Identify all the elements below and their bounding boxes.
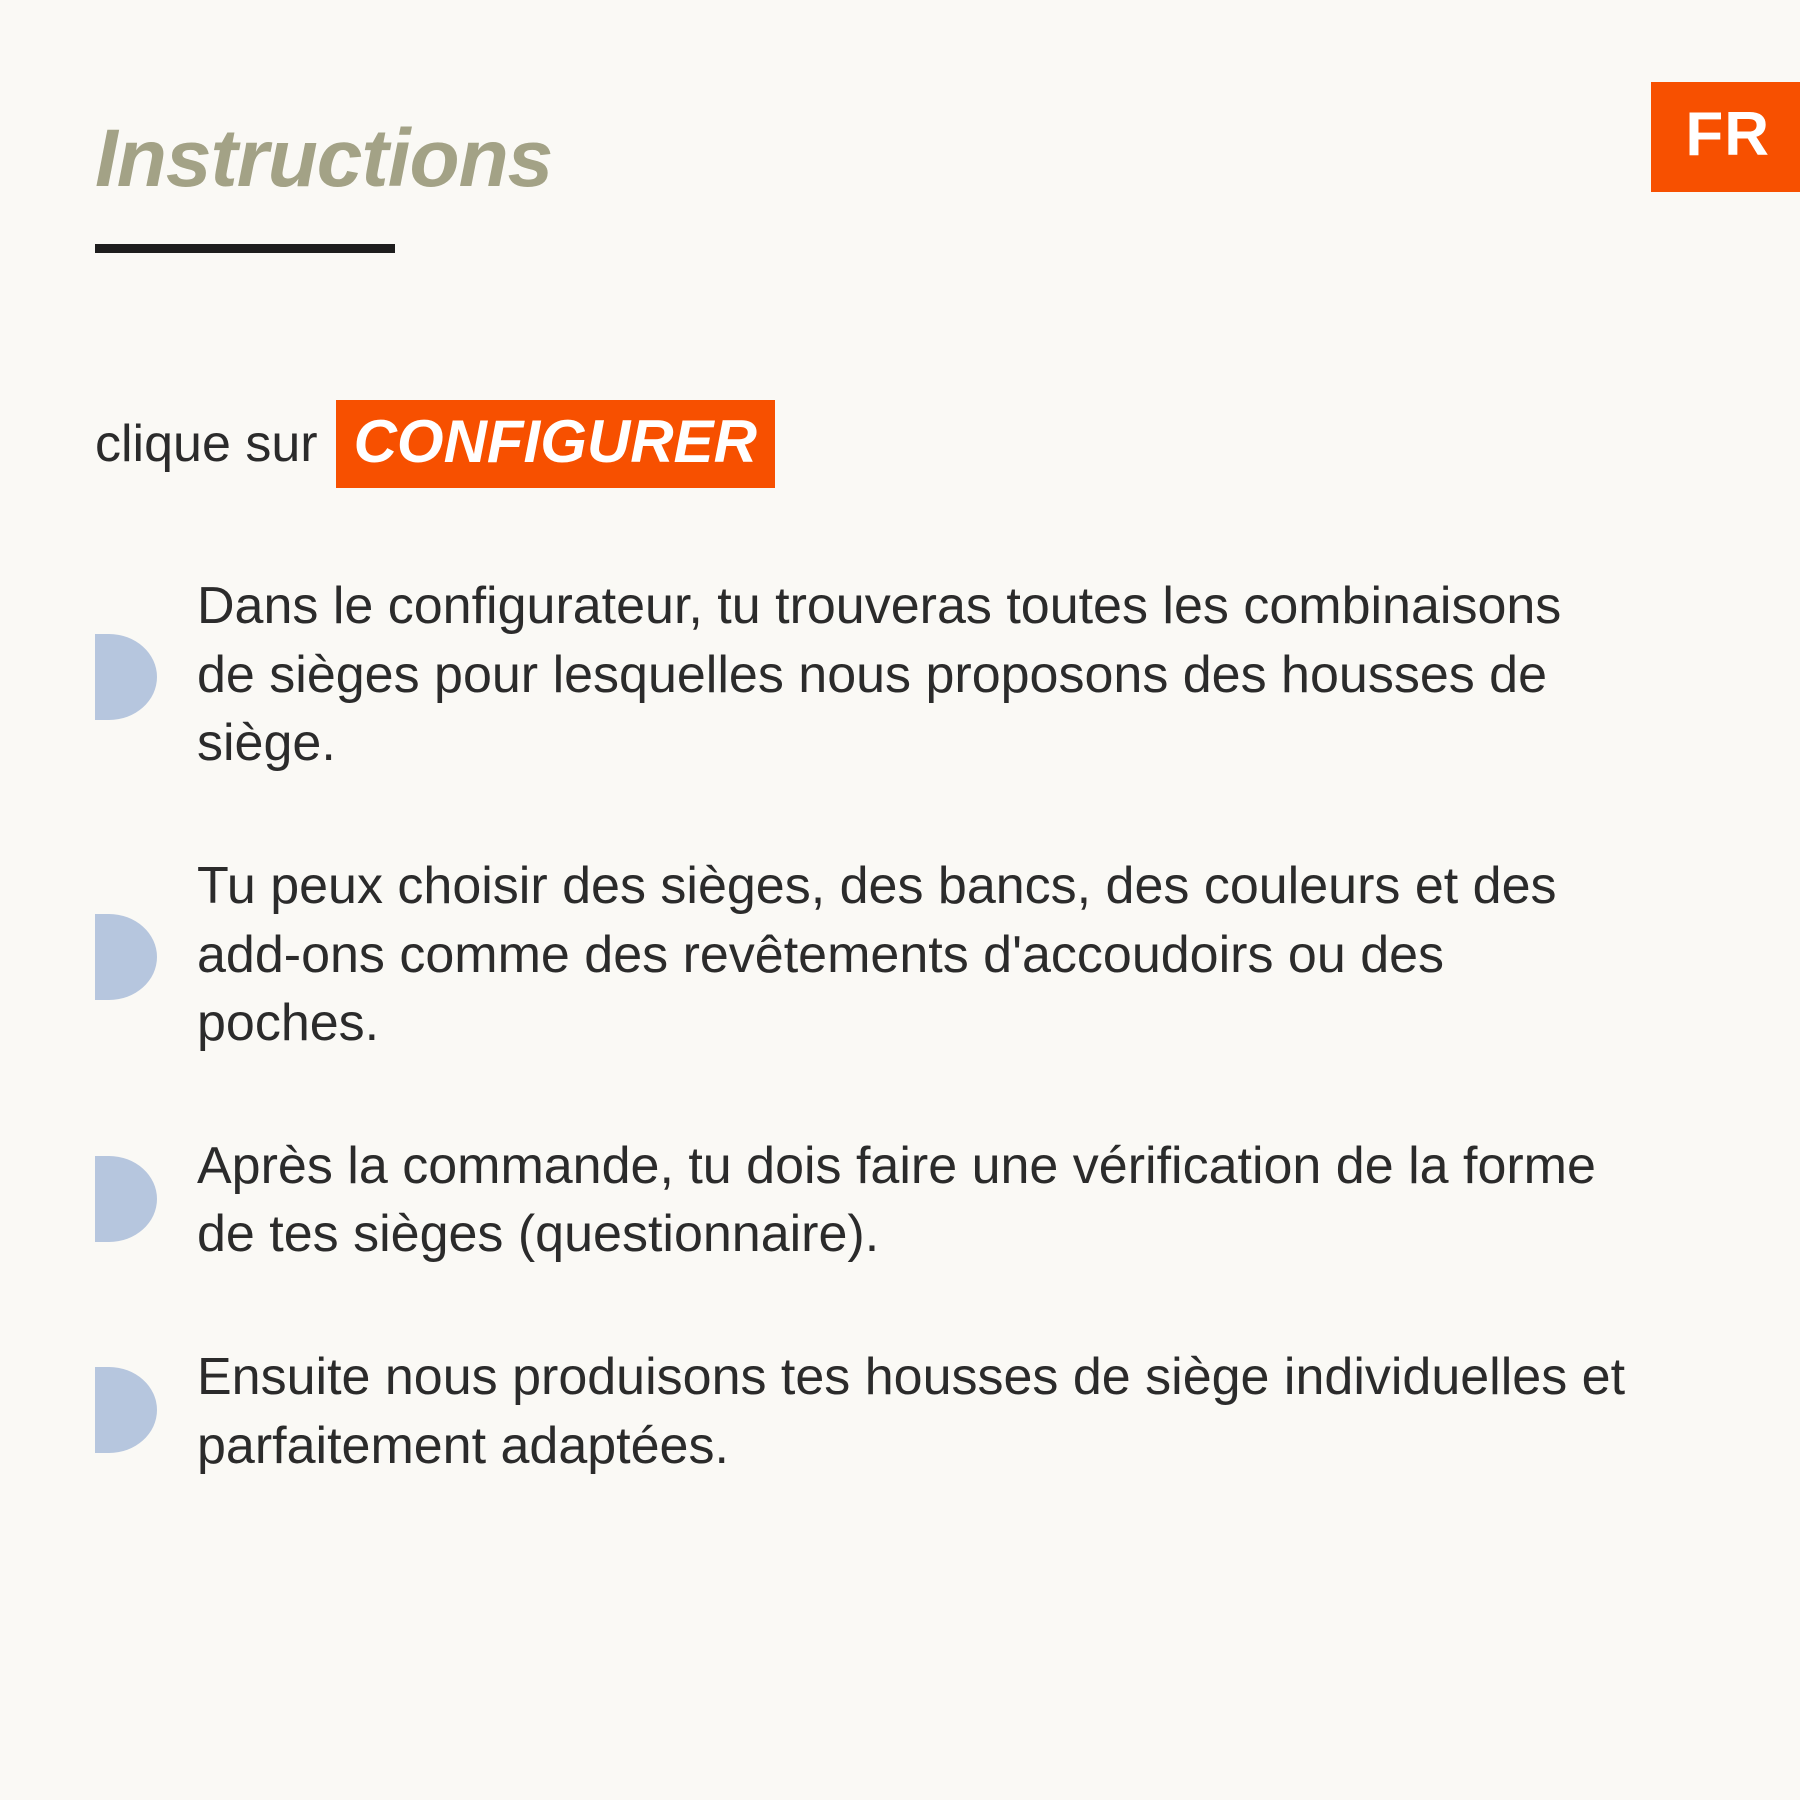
half-circle-bullet-icon <box>95 1367 157 1453</box>
half-circle-bullet-icon <box>95 914 157 1000</box>
list-item-text: Ensuite nous produisons tes housses de siège individuelles et parfaitement adaptées. <box>197 1348 1626 1475</box>
half-circle-bullet-icon <box>95 1156 157 1242</box>
list-item <box>95 1132 1655 1269</box>
call-to-action <box>95 400 775 488</box>
list-item <box>95 572 1655 778</box>
cta-prefix-label: clique sur <box>95 415 318 473</box>
title-underline <box>95 244 395 253</box>
list-item-text: Tu peux choisir des sièges, des bancs, des couleurs et des add-ons comme des revêtements d'accoudoirs ou des poches. <box>197 856 1557 1053</box>
language-badge[interactable]: FR <box>1651 82 1800 192</box>
configure-button[interactable]: CONFIGURER <box>336 400 775 488</box>
half-circle-bullet-icon <box>95 634 157 720</box>
instruction-list <box>95 572 1655 1554</box>
title-block <box>95 113 553 253</box>
list-item-text: Dans le configurateur, tu trouveras toutes les combinaisons de sièges pour lesquelles nous proposons des housses de siège. <box>197 577 1562 773</box>
list-item-text: Après la commande, tu dois faire une vérification de la forme de tes sièges (questionnaire). <box>197 1136 1596 1264</box>
page-title: Instructions <box>95 113 553 204</box>
list-item <box>95 852 1655 1058</box>
list-item <box>95 1343 1655 1480</box>
